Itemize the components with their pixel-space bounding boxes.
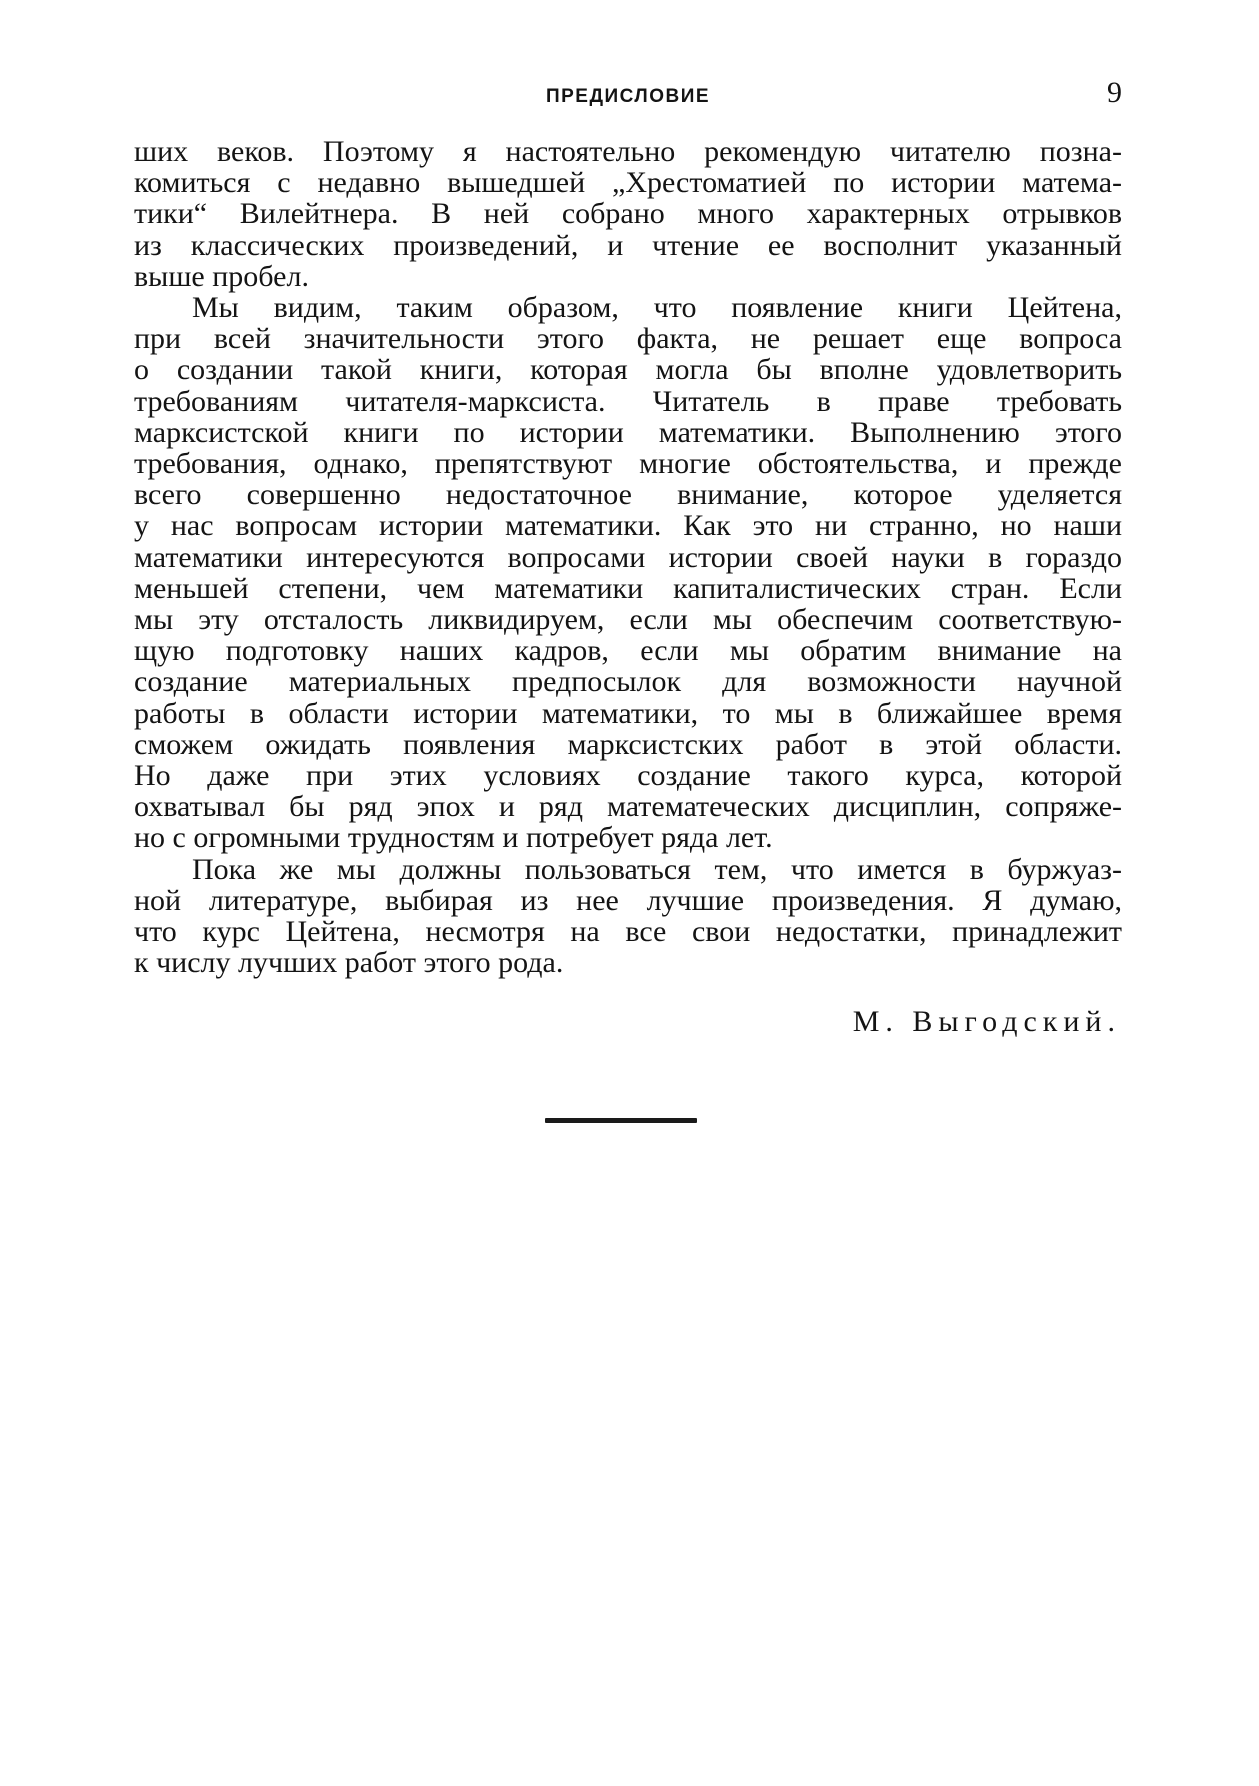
running-title: ПРЕДИСЛОВИЕ [545, 86, 711, 107]
closing-rule [545, 1118, 697, 1123]
text-line: к числу лучших работ этого рода. [134, 946, 564, 980]
paragraph-1 [134, 136, 1122, 292]
text-line: ших веков. Поэтому я настоятельно рекомендую читателю позна- [134, 135, 1122, 168]
text-line: всего совершенно недостаточное внимание, которое уделяется [134, 478, 1122, 512]
text-line: тики“ Вилейтнера. В ней собрано много характерных отрывков [134, 197, 1122, 231]
page-number: 9 [1107, 76, 1122, 109]
text-line: требования, однако, препятствуют многие обстоятельства, и прежде [134, 447, 1122, 481]
text-line: требованиям читателя-марксиста. Читатель в праве требовать [134, 384, 1122, 418]
paragraph-3 [134, 854, 1122, 979]
running-head [134, 76, 1122, 116]
text-line: о создании такой книги, которая могла бы вполне удовлетворить [134, 353, 1122, 387]
text-line: мы эту отсталость ликвидируем, если мы обеспечим соответствую- [134, 603, 1122, 637]
text-line: Пока же мы должны пользоваться тем, что имется в буржуаз- [192, 852, 1122, 886]
text-line: математики интересуются вопросами истории своей науки в гораздо [134, 540, 1122, 574]
text-line: ной литературе, выбирая из нее лучшие произведения. Я думаю, [134, 883, 1122, 917]
body-text [134, 136, 1122, 978]
text-line: меньшей степени, чем математики капиталистических стран. Если [134, 571, 1122, 605]
text-line: охватывал бы ряд эпох и ряд математеческих дисциплин, сопряже- [134, 790, 1122, 824]
text-line: у нас вопросам истории математики. Как это ни странно, но наши [134, 509, 1122, 543]
text-line: работы в области истории математики, то мы в ближайшее время [134, 696, 1122, 730]
text-line: Мы видим, таким образом, что появление книги Цейтена, [192, 291, 1122, 325]
text-line: что курс Цейтена, несмотря на все свои недостатки, принадлежит [134, 915, 1122, 949]
text-line: комиться с недавно вышедшей „Хрестоматией по истории матема- [134, 166, 1122, 200]
text-line: выше пробел. [134, 259, 309, 293]
text-line: но с огромными трудностям и потребует ряда лет. [134, 821, 773, 855]
text-line: щую подготовку наших кадров, если мы обратим внимание на [134, 634, 1122, 668]
text-line: сможем ожидать появления марксистских работ в этой области. [134, 727, 1122, 761]
text-line: создание материальных предпосылок для возможности научной [134, 665, 1122, 699]
text-line: из классических произведений, и чтение ее восполнит указанный [134, 228, 1122, 262]
text-line: при всей значительности этого факта, не решает еще вопроса [134, 322, 1122, 356]
text-line: марксистской книги по истории математики. Выполнению этого [134, 415, 1122, 449]
text-line: Но даже при этих условиях создание такого курса, которой [134, 759, 1122, 793]
author-signature: М. Выгодский. [852, 1005, 1121, 1038]
paragraph-2 [134, 292, 1122, 854]
